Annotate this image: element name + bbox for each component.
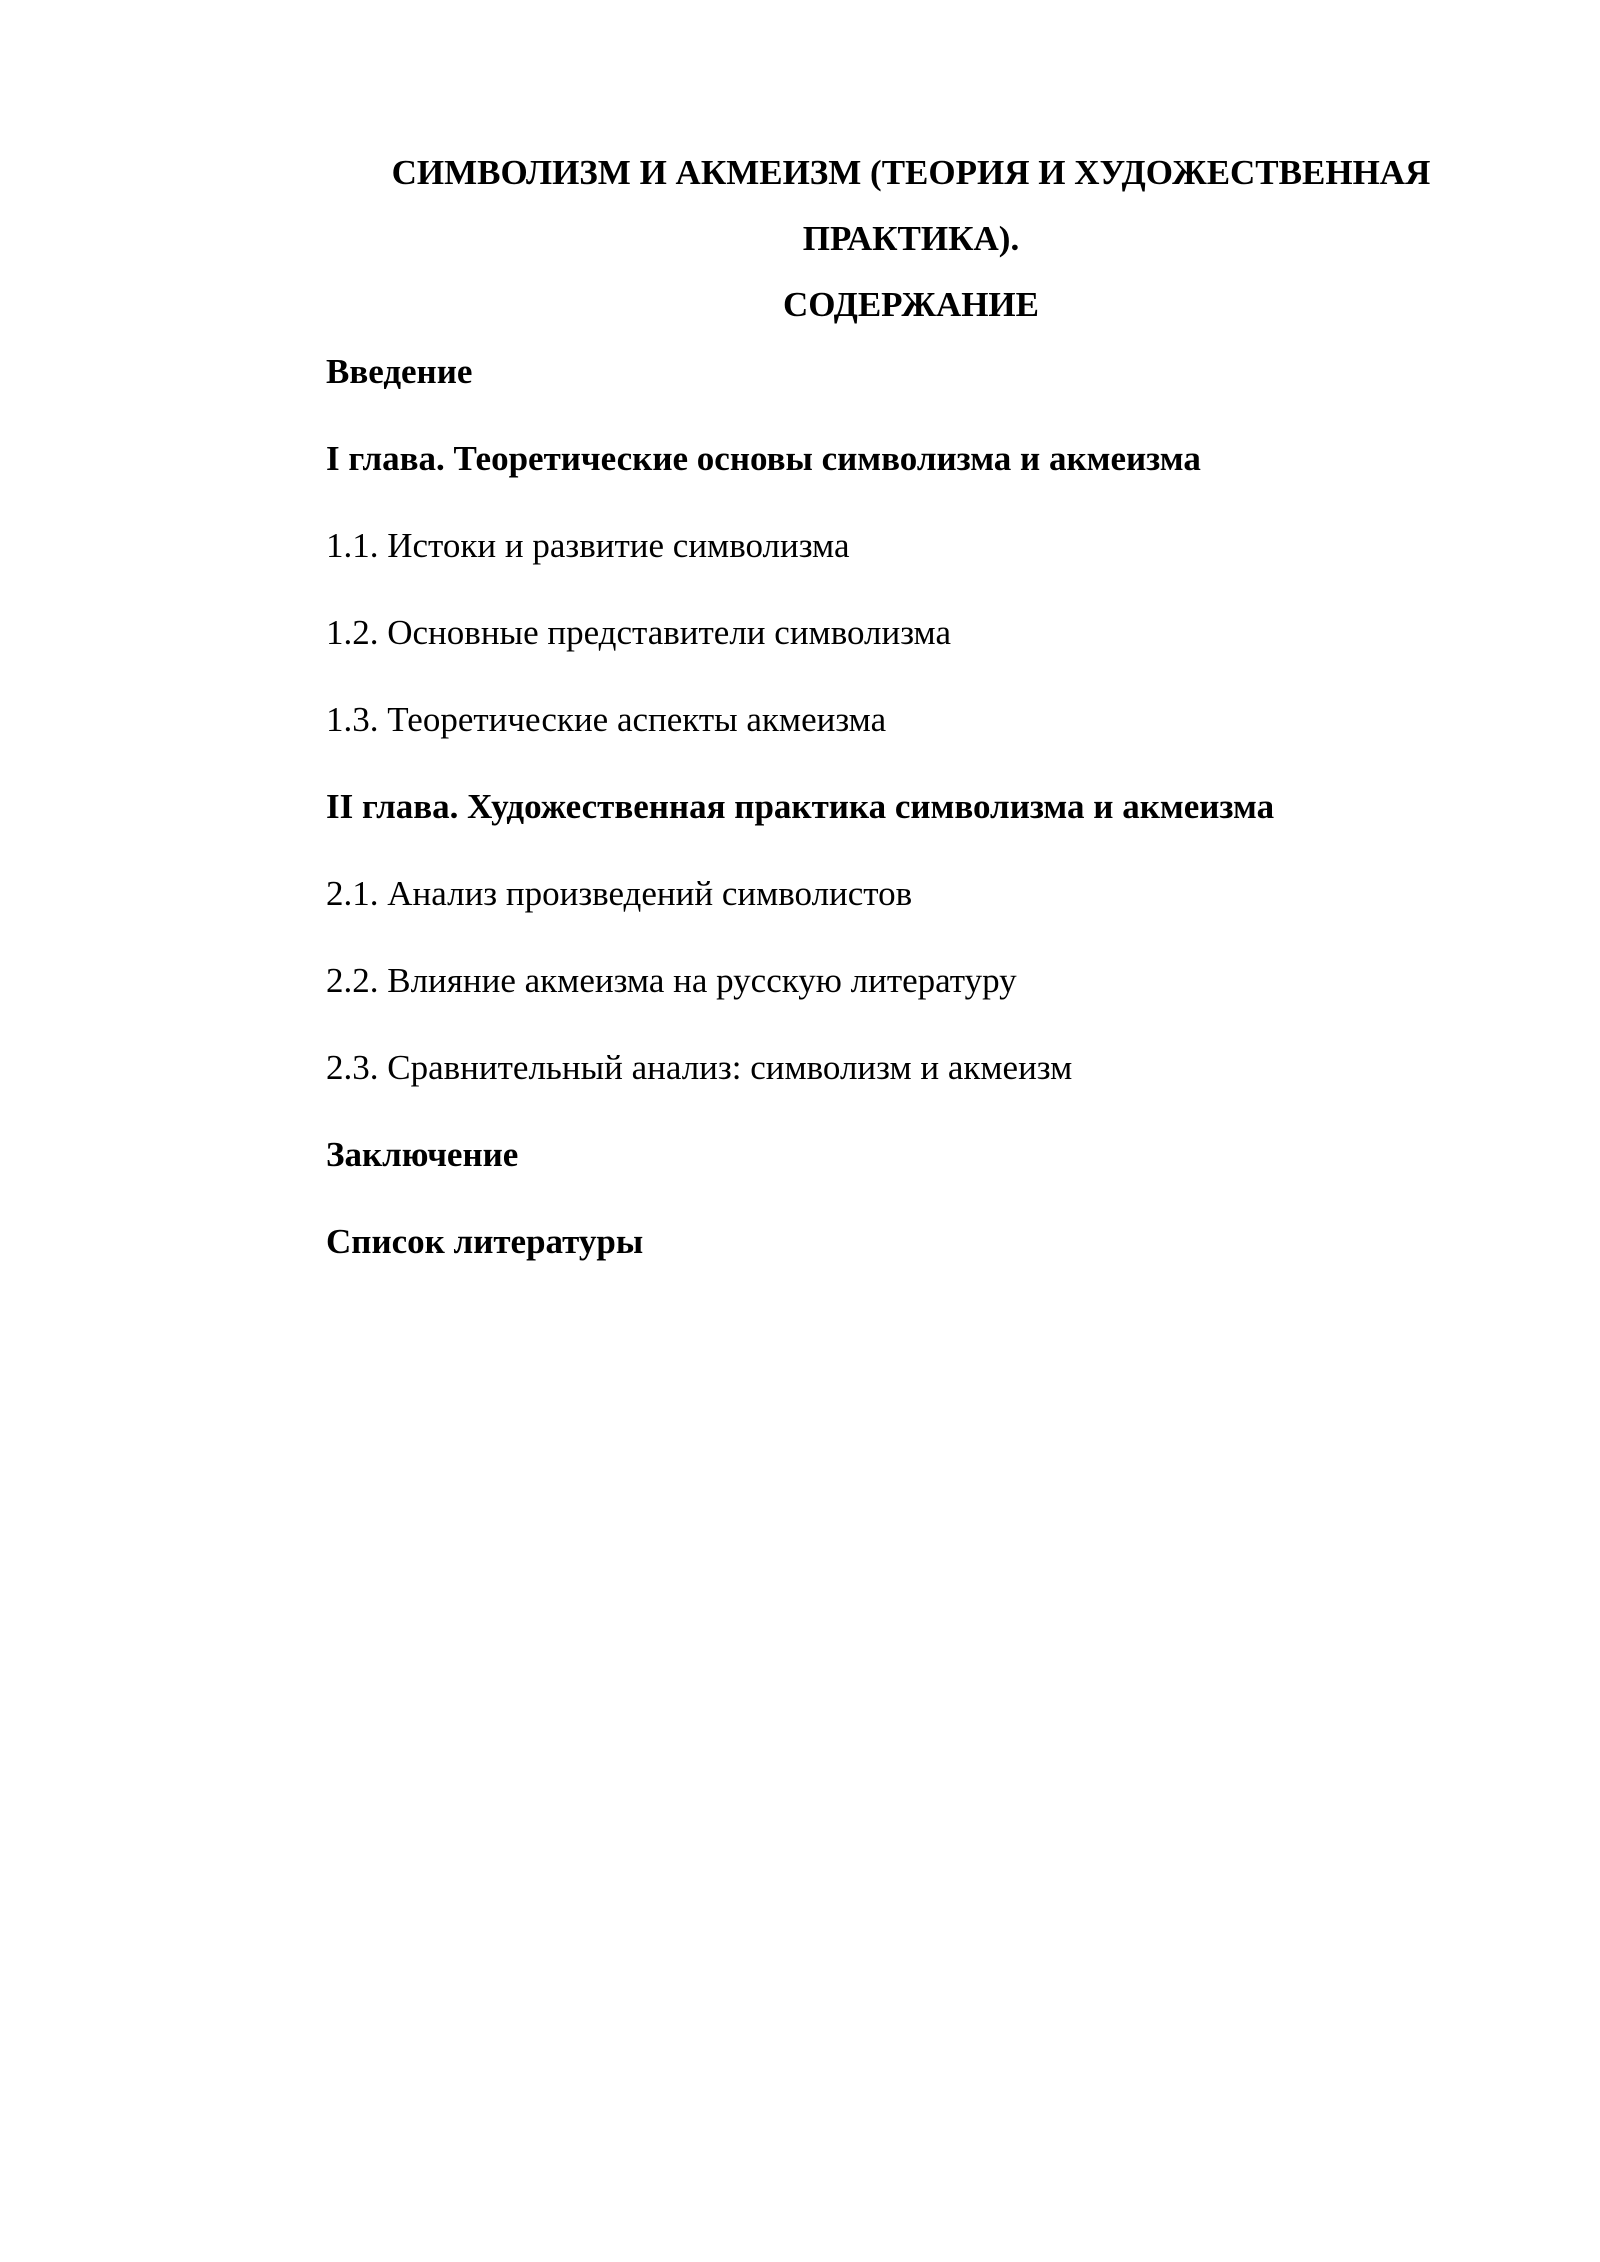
- toc-chapter-2: II глава. Художественная практика символизма и акмеизма: [326, 787, 1275, 826]
- contents-heading: СОДЕРЖАНИЕ: [782, 285, 1039, 324]
- toc-section-2-2: 2.2. Влияние акмеизма на русскую литературу: [326, 961, 1017, 1000]
- toc-introduction: Введение: [326, 352, 473, 391]
- toc-conclusion: Заключение: [326, 1135, 519, 1174]
- title-block: [326, 140, 1496, 338]
- toc-section-1-3: 1.3. Теоретические аспекты акмеизма: [326, 700, 887, 739]
- document-title-line-2: ПРАКТИКА).: [802, 219, 1020, 258]
- toc-section-2-3: 2.3. Сравнительный анализ: символизм и акмеизм: [326, 1048, 1073, 1087]
- toc-chapter-1: I глава. Теоретические основы символизма и акмеизма: [326, 439, 1201, 478]
- toc-section-1-2: 1.2. Основные представители символизма: [326, 613, 951, 652]
- toc-section-2-1: 2.1. Анализ произведений символистов: [326, 874, 913, 913]
- toc-bibliography: Список литературы: [326, 1222, 644, 1261]
- document-title-line-1: СИМВОЛИЗМ И АКМЕИЗМ (ТЕОРИЯ И ХУДОЖЕСТВЕННАЯ: [391, 153, 1431, 192]
- table-of-contents: [326, 342, 1526, 1299]
- toc-section-1-1: 1.1. Истоки и развитие символизма: [326, 526, 850, 565]
